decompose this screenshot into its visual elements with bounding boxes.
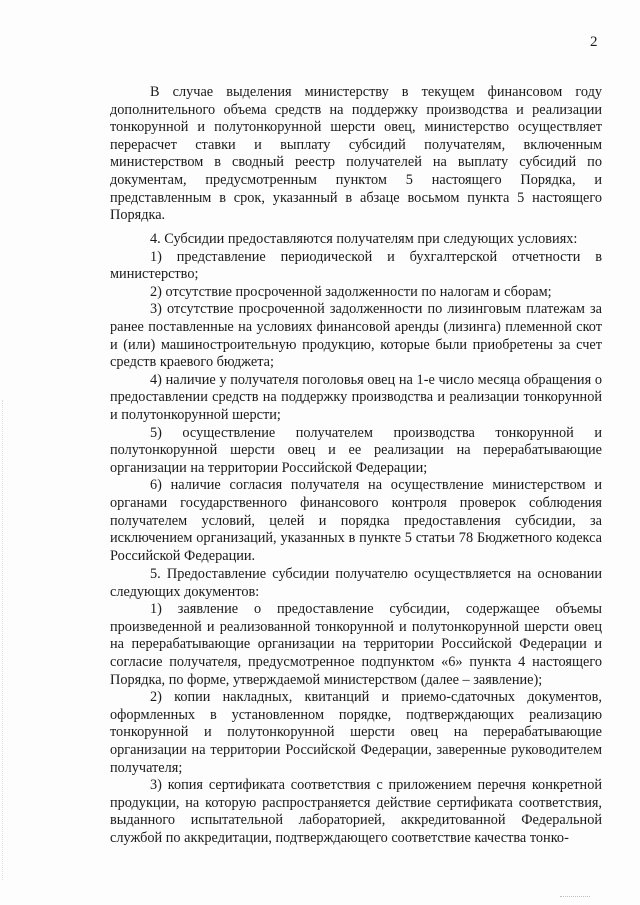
condition-2: 2) отсутствие просроченной задолженности по налогам и сборам;	[150, 283, 552, 300]
section-4-block	[110, 231, 602, 565]
document-2: 2) копии накладных, квитанций и приемо-сдаточных документов, оформленных в установленном порядке, подтверждающих реализацию тонкорунной и полутонкорунной шерсти овец на перерабатывающие организации на территории Российской Федерации, заверенные руководителем получателя;	[110, 689, 602, 776]
condition-4: 4) наличие у получателя поголовья овец на 1-е число месяца обращения о предоставлении средств на поддержку производства и реализации тонкорунной и полутонкорунной шерсти;	[110, 371, 602, 423]
condition-6: 6) наличие согласия получателя на осуществление министерством и органами государственного финансового контроля проверок соблюдения получателем условий, целей и порядка предоставления субсидии, за исключением организаций, указанных в пункте 5 статьи 78 Бюджетного кодекса Российской Федерации.	[110, 477, 602, 564]
document-1: 1) заявление о предоставление субсидии, содержащее объемы произведенной и реализованной тонкорунной и полутонкорунной шерсти овец на перерабатывающие организации на территории Российской Федерации и согласие получателя, предусмотренное подпунктом «6» пункта 4 настоящего Порядка, по форме, утверждаемой министерством (далее – заявление);	[110, 601, 602, 688]
document-3: 3) копия сертификата соответствия с приложением перечня конкретной продукции, на которую распространяется действие сертификата соответствия, выданного испытательной лабораторией, аккредитованной Федеральной службой по аккредитации, подтверждающего соответствие качества тонко-	[110, 777, 602, 846]
section-5-heading: 5. Предоставление субсидии получателю осуществляется на основании следующих документов:	[110, 566, 602, 600]
condition-5: 5) осуществление получателем производства тонкорунной и полутонкорунной шерсти овец и ее реализации на перерабатывающие организации на территории Российской Федерации;	[110, 424, 602, 476]
condition-3: 3) отсутствие просроченной задолженности по лизинговым платежам за ранее поставленные на условиях финансовой аренды (лизинга) племенной скот и (или) машиностроительную продукцию, которые были приобретены за счет средств краевого бюджета;	[110, 301, 602, 371]
section-5-block	[110, 566, 602, 848]
paragraph-additional-funding: В случае выделения министерству в текущем финансовом году дополнительного объема средств на поддержку производства и реализации тонкорунной и полутонкорунной шерсти овец, министерство осуществляет перерасчет ставки и выплату субсидий получателям, включенным министерством в сводный реестр получателей на выплату субсидий по документам, предусмотренным пунктом 5 настоящего Порядка, и представленным в срок, указанный в абзаце восьмом пункта 5 настоящего Порядка.	[110, 84, 602, 224]
section-4-heading: 4. Субсидии предоставляются получателям при следующих условиях:	[150, 231, 578, 247]
scan-corner-mark	[560, 896, 590, 900]
condition-1: 1) представление периодической и бухгалтерской отчетности в министерство;	[110, 248, 602, 283]
page-number: 2	[590, 34, 598, 50]
intro-block	[110, 84, 602, 225]
scan-edge-marks	[2, 400, 9, 880]
